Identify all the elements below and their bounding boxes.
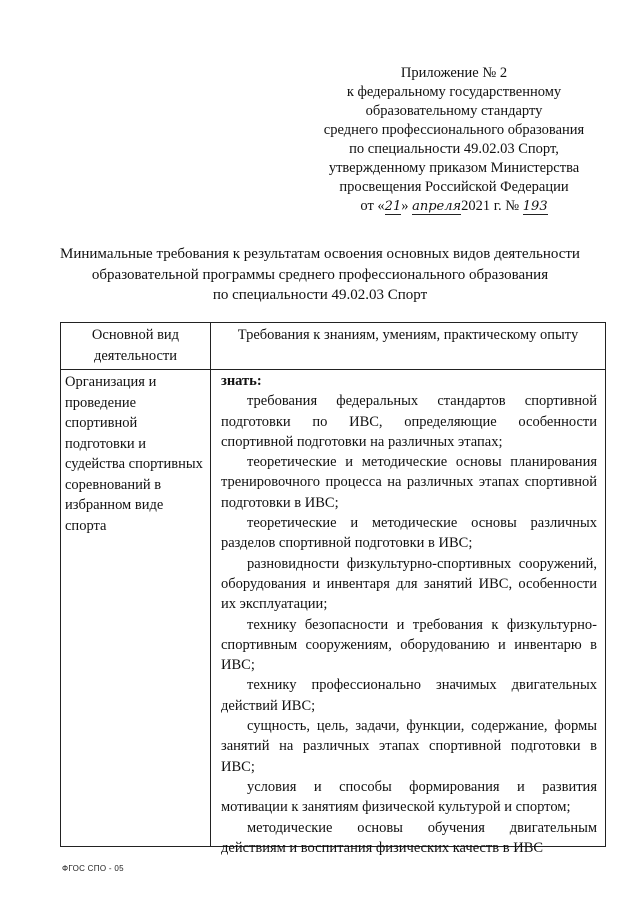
requirement-item: технику профессионально значимых двигательных действий ИВС; [221, 677, 597, 714]
requirement-item: условия и способы формирования и развития мотивации к занятиям физической культурой и спортом; [221, 778, 597, 816]
table-row [61, 370, 606, 847]
requirement-item: методические основы обучения двигательным действиям и воспитания физических качеств в ИВС [221, 819, 597, 856]
header-activity: Основной вид деятельности [61, 323, 211, 370]
requirement-item: сущность, цель, задачи, функции, содержание, формы занятий на различных этапах спортивной подготовки в ИВС; [221, 718, 597, 775]
title-line: Минимальные требования к результатам освоения основных видов деятельности [60, 246, 580, 262]
footer-code: ФГОС СПО - 05 [62, 864, 124, 873]
requirements-body [221, 371, 597, 856]
activity-cell [61, 370, 211, 847]
handwritten-order-number: 193 [522, 199, 548, 214]
appendix-header [304, 64, 604, 216]
activity-line: соревнований в [65, 476, 162, 493]
handwritten-month: апреля [412, 199, 462, 214]
date-year: 2021 г. № [461, 198, 520, 214]
requirements-cell [211, 370, 606, 856]
appendix-line: утвержденному приказом Министерства [328, 160, 580, 176]
requirements-table [60, 322, 606, 856]
activity-line: проведение [65, 394, 137, 411]
appendix-line: образовательному стандарту [365, 103, 543, 119]
activity-line: спорта [65, 517, 107, 534]
requirement-item: теоретические и методические основы различных разделов спортивной подготовки в ИВС; [221, 515, 597, 552]
date-separator: » [401, 198, 409, 214]
document-title [40, 244, 600, 306]
activity-line: подготовки и [65, 435, 147, 452]
handwritten-day: 21 [384, 199, 402, 214]
requirement-item: требования федеральных стандартов спортивной подготовки по ИВС, определяющие особенности спортивной подготовки на различных этапах; [221, 393, 597, 450]
header-requirements: Требования к знаниям, умениям, практическому опыту [211, 323, 606, 370]
title-line: образовательной программы среднего профессионального образования [91, 266, 549, 283]
order-date-line [304, 197, 604, 216]
requirement-item: разновидности физкультурно-спортивных сооружений, оборудования и инвентаря для занятий ИВС, особенности их эксплуатации; [221, 555, 597, 613]
activity-line: избранном виде [65, 497, 164, 513]
date-prefix: от « [360, 198, 385, 214]
requirement-item: теоретические и методические основы планирования тренировочного процесса на различных этапах спортивной подготовки в ИВС; [221, 454, 597, 511]
activity-line: Организация и [65, 374, 157, 390]
requirement-item: технику безопасности и требования к физкультурно-спортивным сооружениям, оборудованию и инвентарю в ИВС; [221, 616, 597, 674]
appendix-line: среднего профессионального образования [323, 122, 585, 138]
activity-line: судейства спортивных [65, 456, 203, 472]
table-header-row [61, 323, 606, 370]
appendix-line: к федеральному государственному [346, 84, 562, 100]
title-line: по специальности 49.02.03 Спорт [212, 287, 428, 303]
appendix-title: Приложение № 2 [400, 65, 508, 81]
know-label: знать: [221, 373, 262, 389]
appendix-line: по специальности 49.02.03 Спорт, [349, 141, 559, 157]
appendix-line: просвещения Российской Федерации [339, 179, 569, 195]
activity-line: спортивной [65, 415, 138, 431]
